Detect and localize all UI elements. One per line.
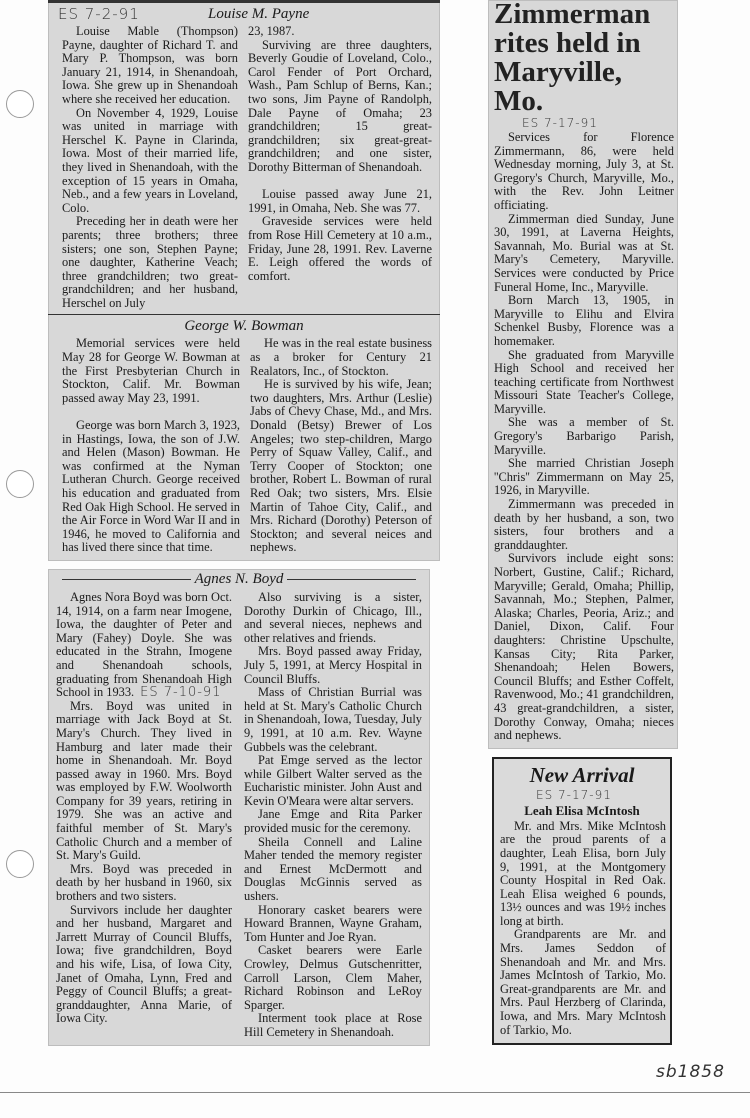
obituary-title: George W. Bowman [184,317,304,334]
paragraph: Mrs. Boyd was united in marriage with Jack Boyd at St. Mary's Church. They lived in Hamburg and later made their home in Shenandoah. Mr. Boyd passed away in 1960. Mrs. Boyd was employed by F.W. Woolworth Company for 39 years, retiring in 1979. She was an active and faithful member of St. Mary's Catholic Church and a member of St. Mary's Guild. [56,698,232,863]
handwritten-date: ES 7-2-91 [58,5,140,23]
new-arrival-announcement [492,757,672,1046]
paragraph: Born March 13, 1905, in Maryville to Elihu and Elvira Schenkel Busby, Florence was a homemaker. [494,293,674,348]
handwritten-date: ES 7-17-91 [536,787,612,802]
paragraph: He was in the real estate business as a broker for Century 21 Realators, Inc., of Stockton. [250,336,432,378]
announcement-title: New Arrival [529,762,635,787]
paragraph: Surviving are three daughters, Beverly Goudie of Loveland, Colo., Carol Fender of Port Orchard, Wash., Pam Schlup of Berns, Kan.; two sons, Jim Payne of Randolph, Dale Payne of Omaha; 23 grandchildren; 15 great-grandchildren; six great-great-grandchildren; and one sister, Dorothy Bitterman of Shenandoah. [248,37,432,174]
handwritten-date: ES 7-17-91 [522,116,598,130]
boyd-column-2 [244,591,422,1040]
paragraph: Mrs. Boyd was preceded in death by her husband in 1960, six brothers and two sisters. [56,861,232,904]
boyd-column-1 [56,591,232,1040]
bowman-column-1 [62,337,240,555]
paragraph: Mass of Christian Burrial was held at St. Mary's Catholic Church in Shenandoah, Iowa, Tuesday, July 9, 1991, at 10 a.m. Rev. Wayne Gubbels was the celebrant. [244,685,422,754]
page-footer [0,1058,750,1118]
paragraph: Survivors include her daughter and her husband, Margaret and Jarrett Murray of Council Bluffs, Iowa; five grandchildren, Boyd and his wife, Lisa, of Iowa City, Janet of Omaha, Lynn, Fred and Peggy of Council Bluffs; a great-granddaughter, Anna Marie, of Iowa City. [56,902,232,1026]
paragraph: Louise Mable (Thompson) Payne, daughter of Richard T. and Mary P. Thompson, was born January 21, 1914, in Shenandoah, Iowa. She grew up in Shenandoah where she received her education. [62,24,238,106]
paragraph: On November 4, 1929, Louise was united in marriage with Herschel K. Payne in Clarinda, Iowa. Most of their married life, they lived in Shenandoah, with the exception of 15 years in Omaha, Neb., and a few years in Loveland, Colo. [62,105,238,215]
payne-column-1 [62,25,238,310]
paragraph: Zimmermann was preceded in death by her husband, a son, two sisters, four brothers and a granddaughter. [494,497,674,552]
clipping-payne-bowman [48,0,440,561]
paragraph: Survivors include eight sons: Norbert, Gustine, Calif.; Richard, Maryville; Gerald, Omaha; Phillip, Savannah, Mo.; Stephen, Palmer, Alaska; Charles, Peoria, Ariz.; and Daniel, Dixon, Calif. Four daughters: Christine Upschulte, Kansas City; Rita Parker, Shenandoah; Helen Bowers, Council Bluffs; and Esther Coffelt, Ravenwood, Mo.; 41 grandchildren, 43 great-grandchildren, a sister, Dorothy Conway, Omaha; nieces and nephews. [494,551,674,743]
paragraph: Honorary casket bearers were Howard Brannen, Wayne Graham, Tom Hunter and Joe Ryan. [244,902,422,944]
announcement-text [494,820,666,1038]
paragraph [56,591,232,700]
bowman-column-2 [250,337,432,555]
payne-title-bar [52,3,436,25]
obituary-title: Agnes N. Boyd [194,571,284,588]
paragraph: Services for Florence Zimmermann, 86, were held Wednesday morning, July 3, at St. Gregory's Church, Maryville, Mo., with the Rev. John Leitner officiating. [494,130,674,212]
clipping-boyd [48,569,430,1046]
right-clippings [488,0,678,1045]
bowman-columns [52,337,436,555]
paragraph: Zimmerman died Sunday, June 30, 1991, at Laverna Heights, Savannah, Mo. Burial was at St. Mary's Cemetery, Maryville. Services were conducted by Price Funeral Home, Inc., Maryville. [494,211,674,294]
zimmerman-column [492,131,674,743]
paragraph: Also surviving is a sister, Dorothy Durkin of Chicago, Ill., and several nieces, nephews and other relatives and friends. [244,589,422,645]
paragraph: Preceding her in death were her parents; three brothers; three sisters; one son, Stephen Payne; one daughter, Katherine Veach; three grandchildren; two great-grandchildren; and her husband, Herschel on July [62,214,238,310]
paragraph: Casket bearers were Earle Crowley, Delmus Gutschenritter, Carroll Larson, Clem Maher, Richard Robinson and LeRoy Sparger. [244,943,422,1012]
paragraph: Memorial services were held May 28 for George W. Bowman at the First Presbyterian Church in Stockton, Calif. Mr. Bowman passed away May 23, 1991. [62,336,240,405]
paragraph: Mrs. Boyd passed away Friday, July 5, 1991, at Mercy Hospital in Council Bluffs. [244,644,422,686]
divider [287,579,416,580]
paragraph: She graduated from Maryville High School and received her teaching certificate from Northwest Missouri State Teacher's College, Maryville. [494,347,674,416]
paragraph-text: Agnes Nora Boyd was born Oct. 14, 1914, on a farm near Imogene, Iowa, the daughter of Peter and Mary (Fahey) Doyle. She was educated in the Strahn, Imogene and Shenandoah schools, graduating from Shenandoah High School in 1933. [56,589,232,700]
archive-number: sb1858 [656,1061,725,1082]
handwritten-date: ES 7-10-91 [140,685,222,701]
clipping-zimmerman [488,0,678,749]
boyd-title-bar [52,569,426,591]
paragraph: He is survived by his wife, Jean; two daughters, Mrs. Arthur (Leslie) Jabs of Chevy Chase, Md., and Mrs. Donald (Betsy) Brewer of Los Angeles; two step-children, Margo Perry of Squaw Valley, Calif., and Terry Cooper of Stockton; one brother, Robert L. Bowman of rural Red Oak; two sisters, Mrs. Elsie Martin of Tahoe City, Calif., and Mrs. Richard (Dorothy) Peterson of Stockton; and several neices and nephews. [250,377,432,555]
paragraph: Sheila Connell and Laline Maher tended the memory register and Ernest McDermott and Douglas McGinnis served as ushers. [244,834,422,904]
paragraph: She married Christian Joseph ''Chris'' Zimmermann on May 25, 1926, in Maryville. [494,456,674,498]
paragraph: George was born March 3, 1923, in Hastings, Iowa, the son of J.W. and Helen (Mason) Bowman. He was confirmed at the Nyman Lutheran Church. George received his education and graduated from Red Oak High School. He served in the Air Force in Word War II and in 1946, he moved to California and has lived there since that time. [62,418,240,555]
paragraph: Interment took place at Rose Hill Cemetery in Shenandoah. [244,1011,422,1039]
paragraph: 23, 1987. [248,24,295,38]
paragraph: Pat Emge served as the lector while Gilbert Walter served as the Eucharistic minister. John Aust and Kevin O'Meara were altar servers. [244,753,422,808]
left-clippings [48,0,440,1046]
boyd-columns [52,591,426,1040]
paragraph: Grandparents are Mr. and Mrs. James Seddon of Shenandoah and Mr. and Mrs. James McIntosh of Tarkio, Mo. Great-grandparents are Mr. and Mrs. Paul Herzberg of Clarinda, Iowa, and Mrs. Mary McIntosh of Tarkio, Mo. [500,927,666,1037]
payne-columns [52,25,436,310]
headline: Zimmerman rites held in Maryville, Mo. [494,0,651,117]
paragraph: Mr. and Mrs. Mike McIntosh are the proud parents of a daughter, Leah Elisa, born July 9, 1991, at the Montgomery County Hospital in Red Oak. Leah Elisa weighed 6 pounds, 13½ ounces and was 19½ inches long at birth. [500,818,666,928]
divider [62,579,191,580]
obituary-title: Louise M. Payne [208,5,310,22]
page-edge [0,1092,750,1093]
baby-name: Leah Elisa McIntosh [524,802,640,818]
payne-column-2 [248,25,432,310]
paragraph: She was a member of St. Gregory's Barbarigo Parish, Maryville. [494,415,674,457]
paragraph: Graveside services were held from Rose Hill Cemetery at 10 a.m., Friday, June 28, 1991. Rev. Laverne E. Leigh offered the words of comfort. [248,214,432,283]
paragraph: Louise passed away June 21, 1991, in Omaha, Neb. She was 77. [248,187,432,215]
paragraph: Jane Emge and Rita Parker provided music for the ceremony. [244,807,422,836]
bowman-title-bar [52,315,436,337]
